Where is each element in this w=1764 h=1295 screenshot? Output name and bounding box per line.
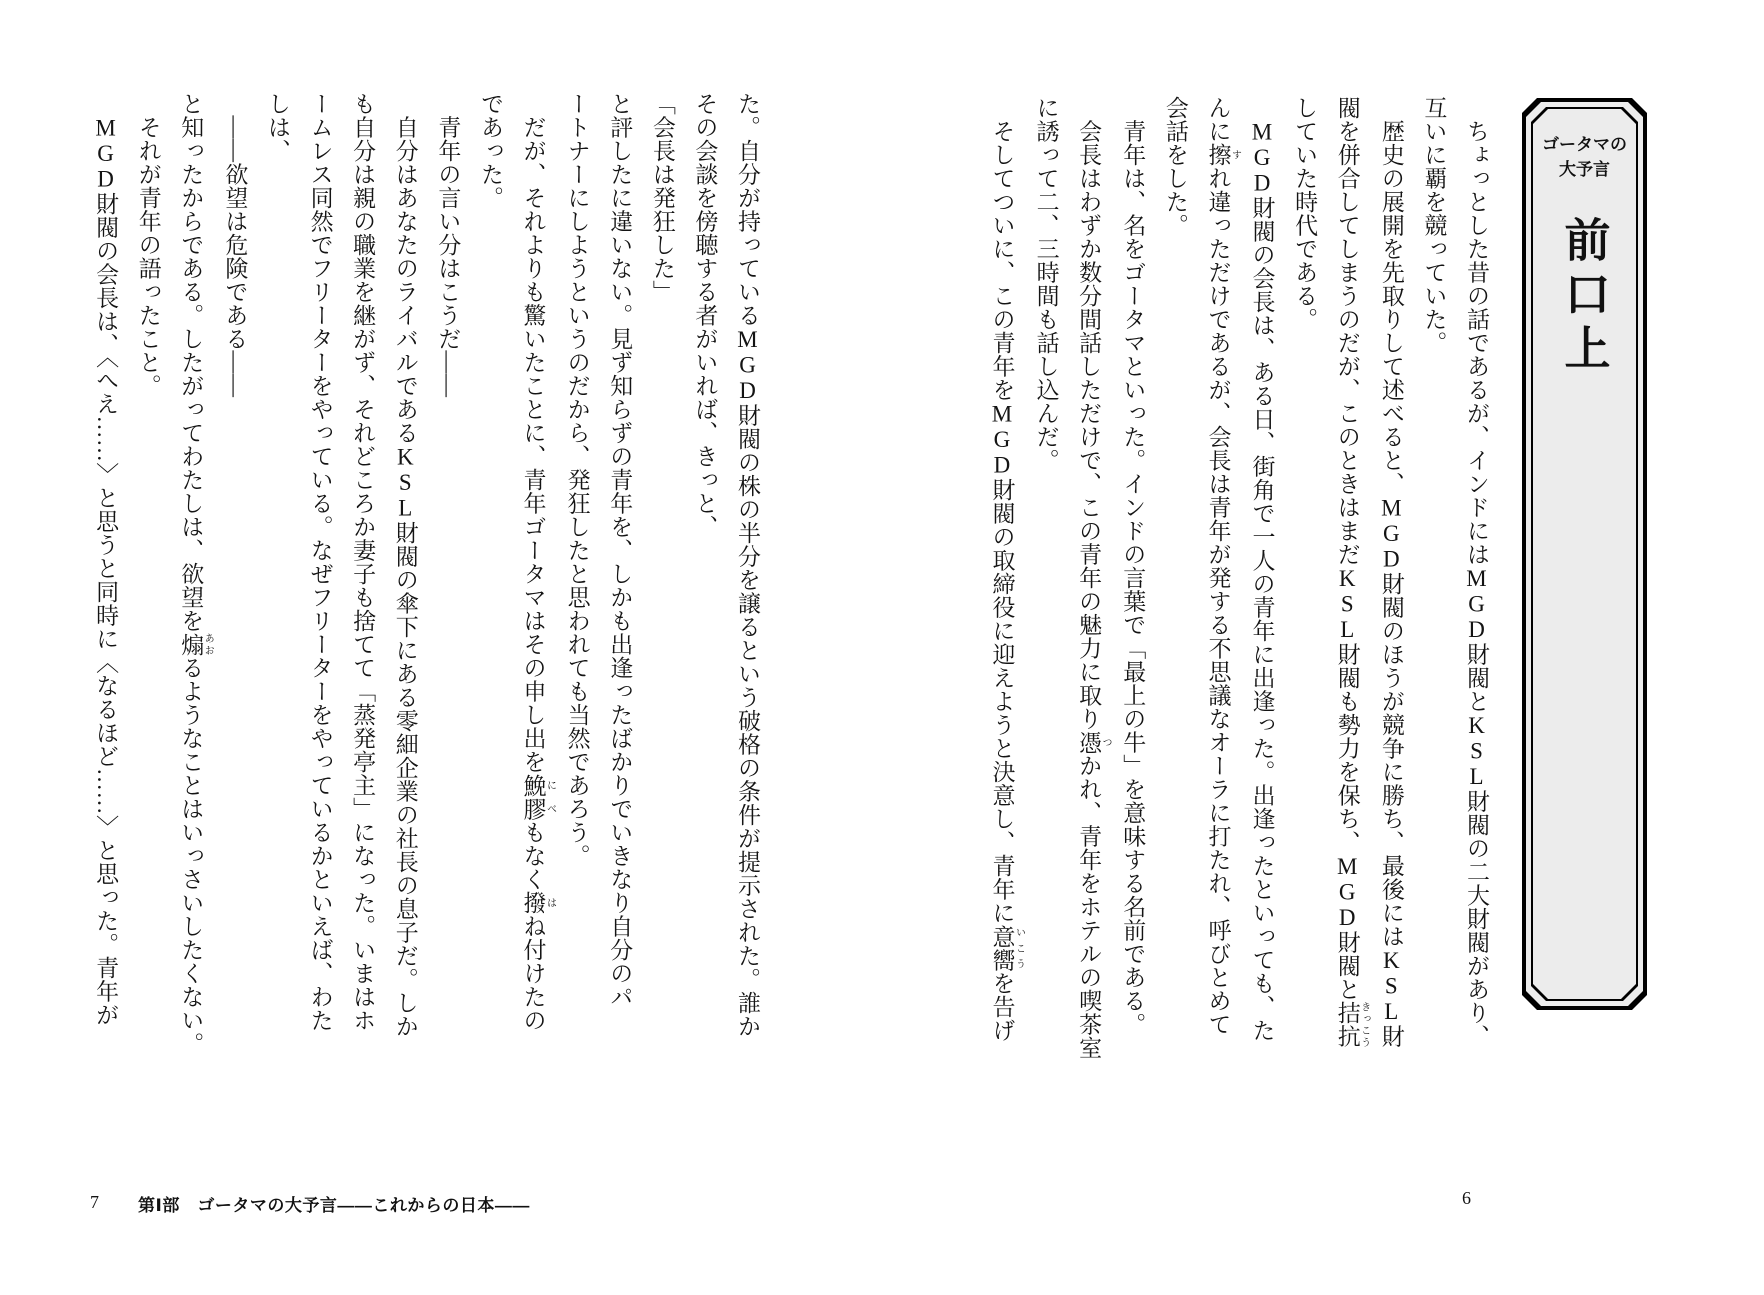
footer-section-title: 第Ⅰ部 ゴータマの大予言――これからの日本―― [138,1196,530,1215]
text-column: ートナーにしようというのだから、発狂したと思われても当然であろう。 [564,92,590,868]
text-column: ちょっとした昔の話であるが、インドにはMGD財閥とKSL財閥の二大財閥があり、 [1464,96,1489,1048]
text-column: 会話をした。 [1162,96,1188,237]
text-column: 青年は、名をゴータマといった。インドの言葉で「最上の牛」を意味する名前である。 [1120,96,1146,1036]
chapter-header-box [1522,98,1647,1010]
text-column: んに擦 すれ違っただけであるが、会長は青年が発する不思議なオーラに打たれ、呼びとめて [1205,96,1241,1036]
series-caption-line2: 大予言 [1559,159,1610,179]
text-column: しは、 [264,92,290,163]
series-caption-line1: ゴータマの [1542,135,1627,154]
text-column: であった。 [477,92,503,210]
text-column: だが、それよりも驚いたことに、青年ゴータマはその申し出を鮸膠 にべもなく撥 はね付けたの [520,92,556,1032]
text-column: 会長はわずか数分間話しただけで、この青年の魅力に取り憑 つかれ、青年をホテルの喫茶室 [1076,96,1112,1060]
text-column: MGD財閥の会長は、〈へえ……〉と思うと同時に〈なるほど……〉と思った。青年が [93,115,119,1027]
text-column: そしてついに、この青年をMGD財閥の取締役に迎えようと決意し、青年に意嚮 いこうを告げ [989,96,1025,1042]
series-caption [1542,133,1627,182]
left-page-text [84,92,769,1077]
text-column: に誘って二、三時間も話し込んだ。 [1033,96,1059,472]
box-content [1533,109,1636,999]
text-column: 閥を併合してしまうのだが、このときはまだKSL財閥も勢力を保ち、MGD財閥と拮抗 きっこう [1334,96,1370,1048]
text-column: 互いに覇を競っていた。 [1421,96,1447,355]
text-column: 歴史の展開を先取りして述べると、MGD財閥のほうが競争に勝ち、最後にはKSL財 [1378,96,1404,1048]
chapter-title: 前口上 [1558,216,1611,379]
text-column: それが青年の語ったこと。 [135,92,161,398]
text-column: も自分は親の職業を継がず、それどころか妻子も捨てて「蒸発亭主」になった。いまはホ [350,92,376,1032]
text-column: ――欲望は危険である―― [222,92,248,398]
page-number-left: 7 [90,1192,99,1212]
text-column: と知ったからである。したがってわたしは、欲望を煽 あおるようなことはいっさいしたくない。 [178,92,214,1056]
text-column: MGD財閥の会長は、ある日、街角で一人の青年に出逢った。出逢ったといっても、た [1249,119,1275,1042]
text-column: その会談を傍聴する者がいれば、きっと、 [692,92,718,539]
right-page-text [980,96,1497,1081]
text-column: 青年の言い分はこうだ―― [435,92,461,398]
text-column: していた時代である。 [1292,96,1318,331]
text-column: ームレス同然でフリーターをやっている。なぜフリーターをやっているかといえば、わた [307,92,333,1032]
page-number-right: 6 [1462,1188,1471,1208]
text-column: 「会長は発狂した」 [649,92,675,304]
text-column: と評したに違いない。見ず知らずの青年を、しかも出逢ったばかりでいきなり自分のパ [607,92,633,1009]
text-column: た。自分が持っているMGD財閥の株の半分を譲るという破格の条件が提示された。誰か [735,92,760,1038]
text-column: 自分はあなたのライバルであるKSL財閥の傘下にある零細企業の社長の息子だ。しか [392,92,418,1038]
